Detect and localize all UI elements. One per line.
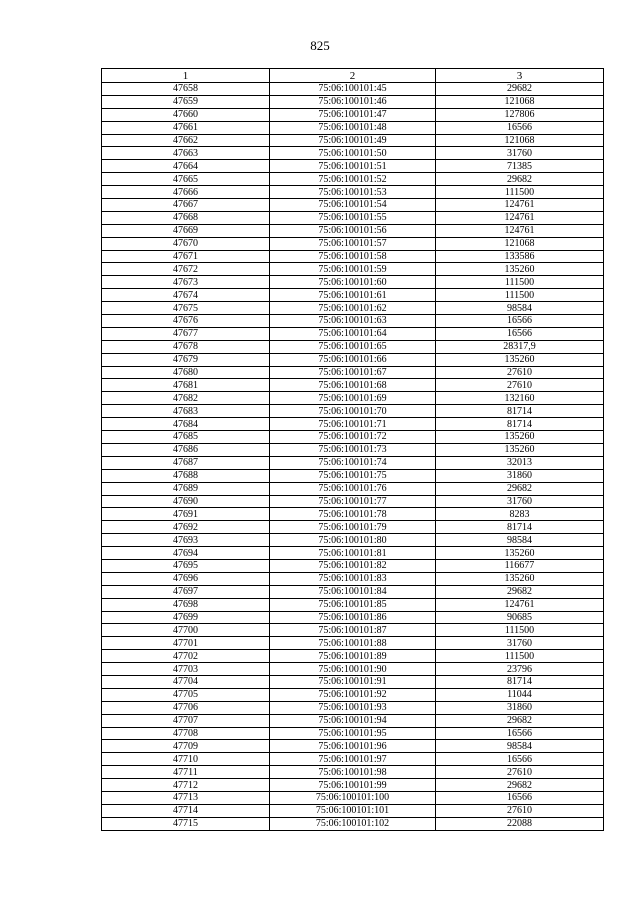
- cadastral-number-cell: 75:06:100101:97: [270, 753, 436, 766]
- cadastral-number-cell: 75:06:100101:55: [270, 211, 436, 224]
- table-row: [102, 366, 604, 379]
- cadastral-number-cell: 75:06:100101:85: [270, 598, 436, 611]
- value-cell: 32013: [436, 456, 604, 469]
- value-cell: 71385: [436, 160, 604, 173]
- value-cell: 111500: [436, 289, 604, 302]
- cadastral-number-cell: 75:06:100101:90: [270, 663, 436, 676]
- row-number-cell: 47686: [102, 443, 270, 456]
- cadastral-number-cell: 75:06:100101:95: [270, 727, 436, 740]
- cadastral-number-cell: 75:06:100101:50: [270, 147, 436, 160]
- cadastral-number-cell: 75:06:100101:49: [270, 134, 436, 147]
- value-cell: 29682: [436, 714, 604, 727]
- cadastral-number-cell: 75:06:100101:73: [270, 443, 436, 456]
- table-row: [102, 727, 604, 740]
- cadastral-number-cell: 75:06:100101:79: [270, 521, 436, 534]
- row-number-cell: 47706: [102, 701, 270, 714]
- table-row: [102, 379, 604, 392]
- table-row: [102, 443, 604, 456]
- row-number-cell: 47684: [102, 418, 270, 431]
- row-number-cell: 47692: [102, 521, 270, 534]
- row-number-cell: 47697: [102, 585, 270, 598]
- table-row: [102, 804, 604, 817]
- table-row: [102, 405, 604, 418]
- cadastral-number-cell: 75:06:100101:88: [270, 637, 436, 650]
- table-row: [102, 456, 604, 469]
- cadastral-number-cell: 75:06:100101:89: [270, 650, 436, 663]
- table-row: [102, 418, 604, 431]
- row-number-cell: 47673: [102, 276, 270, 289]
- cadastral-number-cell: 75:06:100101:83: [270, 572, 436, 585]
- value-cell: 16566: [436, 791, 604, 804]
- value-cell: 27610: [436, 366, 604, 379]
- cadastral-number-cell: 75:06:100101:93: [270, 701, 436, 714]
- value-cell: 28317,9: [436, 340, 604, 353]
- value-cell: 16566: [436, 327, 604, 340]
- table-row: [102, 650, 604, 663]
- cadastral-number-cell: 75:06:100101:46: [270, 95, 436, 108]
- table-row: [102, 160, 604, 173]
- row-number-cell: 47694: [102, 547, 270, 560]
- table-row: [102, 186, 604, 199]
- table-row: [102, 740, 604, 753]
- row-number-cell: 47676: [102, 315, 270, 328]
- table-row: [102, 585, 604, 598]
- cadastral-number-cell: 75:06:100101:64: [270, 327, 436, 340]
- cadastral-number-cell: 75:06:100101:62: [270, 302, 436, 315]
- row-number-cell: 47682: [102, 392, 270, 405]
- table-row: [102, 675, 604, 688]
- cadastral-number-cell: 75:06:100101:87: [270, 624, 436, 637]
- column-header-2: 2: [270, 69, 436, 83]
- row-number-cell: 47660: [102, 108, 270, 121]
- cadastral-number-cell: 75:06:100101:86: [270, 611, 436, 624]
- cadastral-number-cell: 75:06:100101:47: [270, 108, 436, 121]
- table-row: [102, 559, 604, 572]
- table-row: [102, 134, 604, 147]
- cadastral-number-cell: 75:06:100101:94: [270, 714, 436, 727]
- data-table: [101, 68, 604, 831]
- row-number-cell: 47677: [102, 327, 270, 340]
- table-row: [102, 237, 604, 250]
- value-cell: 11044: [436, 688, 604, 701]
- row-number-cell: 47693: [102, 534, 270, 547]
- page-number: 825: [310, 38, 330, 53]
- cadastral-number-cell: 75:06:100101:71: [270, 418, 436, 431]
- table-row: [102, 817, 604, 830]
- value-cell: 16566: [436, 727, 604, 740]
- row-number-cell: 47669: [102, 224, 270, 237]
- cadastral-number-cell: 75:06:100101:53: [270, 186, 436, 199]
- row-number-cell: 47665: [102, 173, 270, 186]
- value-cell: 121068: [436, 95, 604, 108]
- table-row: [102, 508, 604, 521]
- cadastral-number-cell: 75:06:100101:70: [270, 405, 436, 418]
- row-number-cell: 47670: [102, 237, 270, 250]
- cadastral-number-cell: 75:06:100101:80: [270, 534, 436, 547]
- value-cell: 29682: [436, 83, 604, 96]
- row-number-cell: 47703: [102, 663, 270, 676]
- row-number-cell: 47707: [102, 714, 270, 727]
- value-cell: 81714: [436, 521, 604, 534]
- table-row: [102, 250, 604, 263]
- row-number-cell: 47658: [102, 83, 270, 96]
- table-row: [102, 431, 604, 444]
- table-row: [102, 83, 604, 96]
- table-row: [102, 353, 604, 366]
- row-number-cell: 47710: [102, 753, 270, 766]
- row-number-cell: 47681: [102, 379, 270, 392]
- row-number-cell: 47708: [102, 727, 270, 740]
- value-cell: 29682: [436, 779, 604, 792]
- table-row: [102, 263, 604, 276]
- cadastral-number-cell: 75:06:100101:65: [270, 340, 436, 353]
- table-row: [102, 753, 604, 766]
- row-number-cell: 47689: [102, 482, 270, 495]
- cadastral-number-cell: 75:06:100101:102: [270, 817, 436, 830]
- row-number-cell: 47671: [102, 250, 270, 263]
- cadastral-number-cell: 75:06:100101:92: [270, 688, 436, 701]
- cadastral-number-cell: 75:06:100101:96: [270, 740, 436, 753]
- cadastral-number-cell: 75:06:100101:51: [270, 160, 436, 173]
- value-cell: 16566: [436, 121, 604, 134]
- value-cell: 135260: [436, 431, 604, 444]
- row-number-cell: 47700: [102, 624, 270, 637]
- row-number-cell: 47712: [102, 779, 270, 792]
- row-number-cell: 47691: [102, 508, 270, 521]
- table-row: [102, 340, 604, 353]
- cadastral-number-cell: 75:06:100101:54: [270, 199, 436, 212]
- value-cell: 16566: [436, 753, 604, 766]
- value-cell: 31860: [436, 701, 604, 714]
- value-cell: 98584: [436, 302, 604, 315]
- cadastral-number-cell: 75:06:100101:72: [270, 431, 436, 444]
- value-cell: 135260: [436, 353, 604, 366]
- table-row: [102, 521, 604, 534]
- table-row: [102, 95, 604, 108]
- table-row: [102, 495, 604, 508]
- cadastral-number-cell: 75:06:100101:68: [270, 379, 436, 392]
- table-row: [102, 766, 604, 779]
- cadastral-number-cell: 75:06:100101:59: [270, 263, 436, 276]
- row-number-cell: 47711: [102, 766, 270, 779]
- table-row: [102, 199, 604, 212]
- table-row: [102, 327, 604, 340]
- column-header-3: 3: [436, 69, 604, 83]
- cadastral-number-cell: 75:06:100101:45: [270, 83, 436, 96]
- table-header: [102, 69, 604, 83]
- row-number-cell: 47709: [102, 740, 270, 753]
- value-cell: 81714: [436, 675, 604, 688]
- cadastral-number-cell: 75:06:100101:63: [270, 315, 436, 328]
- row-number-cell: 47698: [102, 598, 270, 611]
- row-number-cell: 47690: [102, 495, 270, 508]
- cadastral-number-cell: 75:06:100101:98: [270, 766, 436, 779]
- row-number-cell: 47666: [102, 186, 270, 199]
- row-number-cell: 47699: [102, 611, 270, 624]
- row-number-cell: 47705: [102, 688, 270, 701]
- value-cell: 27610: [436, 804, 604, 817]
- cadastral-number-cell: 75:06:100101:66: [270, 353, 436, 366]
- cadastral-number-cell: 75:06:100101:69: [270, 392, 436, 405]
- row-number-cell: 47675: [102, 302, 270, 315]
- value-cell: 31760: [436, 147, 604, 160]
- cadastral-number-cell: 75:06:100101:75: [270, 469, 436, 482]
- row-number-cell: 47695: [102, 559, 270, 572]
- value-cell: 133586: [436, 250, 604, 263]
- value-cell: 29682: [436, 585, 604, 598]
- table-row: [102, 637, 604, 650]
- value-cell: 31760: [436, 495, 604, 508]
- value-cell: 124761: [436, 199, 604, 212]
- cadastral-number-cell: 75:06:100101:61: [270, 289, 436, 302]
- row-number-cell: 47704: [102, 675, 270, 688]
- value-cell: 135260: [436, 443, 604, 456]
- table-row: [102, 211, 604, 224]
- value-cell: 16566: [436, 315, 604, 328]
- row-number-cell: 47663: [102, 147, 270, 160]
- cadastral-number-cell: 75:06:100101:99: [270, 779, 436, 792]
- row-number-cell: 47662: [102, 134, 270, 147]
- table-row: [102, 173, 604, 186]
- cadastral-number-cell: 75:06:100101:52: [270, 173, 436, 186]
- row-number-cell: 47683: [102, 405, 270, 418]
- row-number-cell: 47661: [102, 121, 270, 134]
- value-cell: 27610: [436, 379, 604, 392]
- cadastral-number-cell: 75:06:100101:78: [270, 508, 436, 521]
- cadastral-number-cell: 75:06:100101:101: [270, 804, 436, 817]
- value-cell: 27610: [436, 766, 604, 779]
- table-row: [102, 663, 604, 676]
- table-row: [102, 611, 604, 624]
- value-cell: 31860: [436, 469, 604, 482]
- value-cell: 135260: [436, 263, 604, 276]
- row-number-cell: 47679: [102, 353, 270, 366]
- cadastral-number-cell: 75:06:100101:67: [270, 366, 436, 379]
- value-cell: 111500: [436, 624, 604, 637]
- value-cell: 121068: [436, 134, 604, 147]
- cadastral-number-cell: 75:06:100101:84: [270, 585, 436, 598]
- table-row: [102, 392, 604, 405]
- table-row: [102, 714, 604, 727]
- table-row: [102, 572, 604, 585]
- row-number-cell: 47688: [102, 469, 270, 482]
- table-row: [102, 624, 604, 637]
- value-cell: 111500: [436, 650, 604, 663]
- value-cell: 111500: [436, 186, 604, 199]
- row-number-cell: 47672: [102, 263, 270, 276]
- cadastral-number-cell: 75:06:100101:57: [270, 237, 436, 250]
- value-cell: 132160: [436, 392, 604, 405]
- value-cell: 135260: [436, 572, 604, 585]
- table-row: [102, 147, 604, 160]
- value-cell: 98584: [436, 534, 604, 547]
- cadastral-number-cell: 75:06:100101:60: [270, 276, 436, 289]
- table-body: [102, 83, 604, 831]
- value-cell: 121068: [436, 237, 604, 250]
- row-number-cell: 47715: [102, 817, 270, 830]
- table-row: [102, 276, 604, 289]
- column-header-1: 1: [102, 69, 270, 83]
- table-row: [102, 791, 604, 804]
- row-number-cell: 47674: [102, 289, 270, 302]
- value-cell: 124761: [436, 598, 604, 611]
- header-row: [102, 69, 604, 83]
- cadastral-number-cell: 75:06:100101:82: [270, 559, 436, 572]
- table-row: [102, 598, 604, 611]
- row-number-cell: 47680: [102, 366, 270, 379]
- value-cell: 127806: [436, 108, 604, 121]
- cadastral-number-cell: 75:06:100101:81: [270, 547, 436, 560]
- value-cell: 124761: [436, 224, 604, 237]
- row-number-cell: 47664: [102, 160, 270, 173]
- cadastral-number-cell: 75:06:100101:48: [270, 121, 436, 134]
- value-cell: 23796: [436, 663, 604, 676]
- table-row: [102, 224, 604, 237]
- cadastral-number-cell: 75:06:100101:56: [270, 224, 436, 237]
- row-number-cell: 47667: [102, 199, 270, 212]
- cadastral-number-cell: 75:06:100101:100: [270, 791, 436, 804]
- row-number-cell: 47659: [102, 95, 270, 108]
- cadastral-number-cell: 75:06:100101:91: [270, 675, 436, 688]
- value-cell: 8283: [436, 508, 604, 521]
- table-row: [102, 121, 604, 134]
- cadastral-number-cell: 75:06:100101:77: [270, 495, 436, 508]
- value-cell: 81714: [436, 405, 604, 418]
- value-cell: 22088: [436, 817, 604, 830]
- row-number-cell: 47668: [102, 211, 270, 224]
- row-number-cell: 47696: [102, 572, 270, 585]
- table-row: [102, 688, 604, 701]
- row-number-cell: 47687: [102, 456, 270, 469]
- cadastral-number-cell: 75:06:100101:74: [270, 456, 436, 469]
- row-number-cell: 47678: [102, 340, 270, 353]
- row-number-cell: 47701: [102, 637, 270, 650]
- table-row: [102, 547, 604, 560]
- table-row: [102, 302, 604, 315]
- table-row: [102, 108, 604, 121]
- row-number-cell: 47714: [102, 804, 270, 817]
- value-cell: 116677: [436, 559, 604, 572]
- cadastral-number-cell: 75:06:100101:76: [270, 482, 436, 495]
- row-number-cell: 47702: [102, 650, 270, 663]
- value-cell: 90685: [436, 611, 604, 624]
- row-number-cell: 47685: [102, 431, 270, 444]
- row-number-cell: 47713: [102, 791, 270, 804]
- value-cell: 81714: [436, 418, 604, 431]
- value-cell: 31760: [436, 637, 604, 650]
- value-cell: 124761: [436, 211, 604, 224]
- table-row: [102, 482, 604, 495]
- cadastral-number-cell: 75:06:100101:58: [270, 250, 436, 263]
- value-cell: 111500: [436, 276, 604, 289]
- table-row: [102, 701, 604, 714]
- table-row: [102, 315, 604, 328]
- table-row: [102, 534, 604, 547]
- value-cell: 29682: [436, 482, 604, 495]
- value-cell: 135260: [436, 547, 604, 560]
- value-cell: 98584: [436, 740, 604, 753]
- table-row: [102, 469, 604, 482]
- table-row: [102, 289, 604, 302]
- table-row: [102, 779, 604, 792]
- value-cell: 29682: [436, 173, 604, 186]
